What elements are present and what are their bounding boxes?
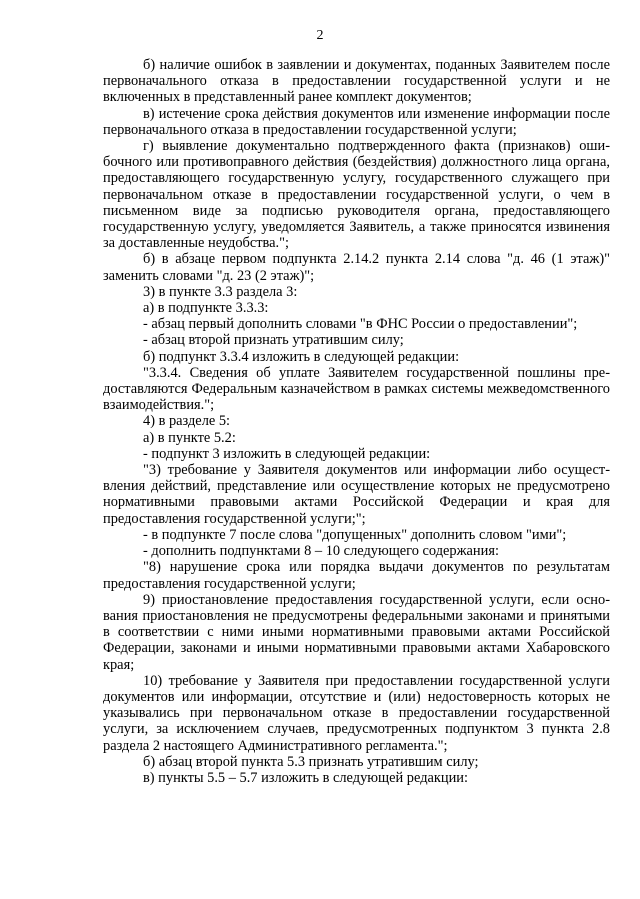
paragraph-2: в) истечение срока действия документов или изменение информации после первоначального отказа в предоставлении государственной услуги;: [103, 105, 610, 138]
paragraph-1: б) наличие ошибок в заявлении и документах, поданных Заявителем после первоначального отказа в предоставлении государственной услуги и не включенных в представленный ранее комплект документов;: [103, 57, 610, 106]
paragraph-21: в) пункты 5.5 – 5.7 изложить в следующей редакции:: [143, 769, 468, 786]
paragraph-6: а) в подпункте 3.3.3:: [143, 300, 269, 317]
paragraph-5: 3) в пункте 3.3 раздела 3:: [143, 283, 298, 300]
paragraph-7: - абзац первый дополнить словами "в ФНС России о предоставлении";: [143, 316, 578, 333]
paragraph-9: б) подпункт 3.3.4 изложить в следующей редакции:: [143, 348, 460, 365]
paragraph-20: б) абзац второй пункта 5.3 признать утратившим силу;: [143, 753, 479, 770]
paragraph-18: 9) приостановление предоставления государственной услуги, если основания приостановления не предусмотрены федеральными законами и принятыми в соответствии с ними иными нормативными правовыми актами Российской Федерации, законами и иными нормативными правовыми актами Хабаровского края;: [103, 591, 610, 673]
paragraph-13: - подпункт 3 изложить в следующей редакции:: [143, 445, 431, 462]
paragraph-14: "3) требование у Заявителя документов или информации либо осуществления действий, представление или осуществление которых не предусмотрено нормативными правовыми актами Российской Федерации и края для предоставления государственной услуги;";: [103, 462, 610, 527]
paragraph-3: г) выявление документально подтвержденного факта (признаков) ошибочного или противоправного действия (бездействия) должностного лица органа, предоставляющего государственную услугу, государственного служащего при первоначальном отказе в предоставлении государственной услуги, о чем в письменном виде за подписью руководителя органа, предоставляющего государственную услугу, уведомляется Заявитель, а также приносятся извинения за доставленные неудобства.";: [103, 138, 610, 252]
paragraph-8: - абзац второй признать утратившим силу;: [143, 332, 404, 349]
paragraph-17: "8) нарушение срока или порядка выдачи документов по результатам предоставления государственной услуги;: [103, 559, 610, 592]
page-number: 2: [316, 28, 324, 43]
paragraph-15: - в подпункте 7 после слова "допущенных" дополнить словом "ими";: [143, 526, 567, 543]
paragraph-4: б) в абзаце первом подпункта 2.14.2 пункта 2.14 слова "д. 46 (1 этаж)" заменить словами "д. 23 (2 этаж)";: [103, 251, 610, 284]
paragraph-12: а) в пункте 5.2:: [143, 429, 236, 446]
paragraph-19: 10) требование у Заявителя при предоставлении государственной услуги документов или информации, отсутствие и (или) недостоверность которых не указывались при первоначальном отказе в предоставлении государственной услуги, за исключением случаев, предусмотренных подпунктом 3 пункта 2.8 раздела 2 настоящего Административного регламента.";: [103, 672, 610, 754]
document-body: [103, 57, 610, 786]
paragraph-16: - дополнить подпунктами 8 – 10 следующего содержания:: [143, 543, 499, 560]
paragraph-11: 4) в разделе 5:: [143, 413, 231, 430]
paragraph-10: "3.3.4. Сведения об уплате Заявителем государственной пошлины предоставляются Федеральным казначейством в рамках системы межведомственного взаимодействия.";: [103, 364, 610, 414]
